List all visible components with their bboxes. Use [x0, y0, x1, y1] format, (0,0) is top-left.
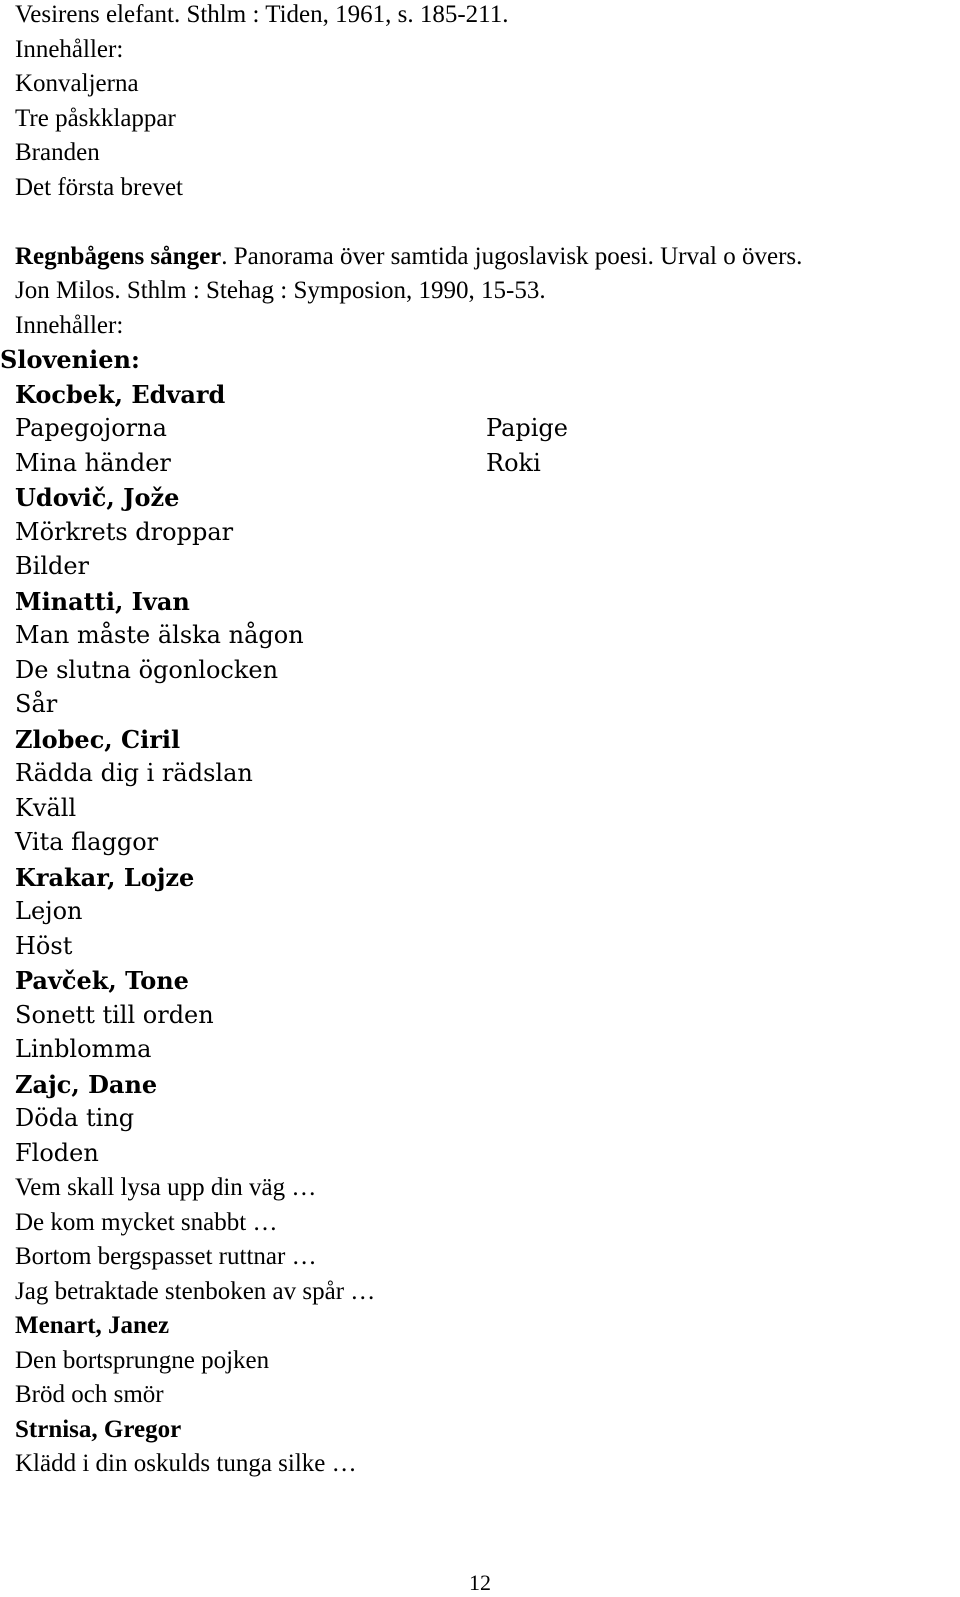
poem-title: Sår — [15, 690, 58, 718]
poet-name: Udovič, Jože — [15, 483, 180, 512]
poem-title: Rädda dig i rädslan — [15, 759, 253, 787]
poem-title: De kom mycket snabbt … — [15, 1209, 278, 1236]
poem-title: Kväll — [15, 794, 77, 822]
poem-title: Lejon — [15, 897, 83, 925]
poet-name: Strnisa, Gregor — [15, 1416, 182, 1443]
poem-title: Floden — [15, 1139, 99, 1167]
original-title: Papige — [486, 414, 568, 442]
original-title: Roki — [486, 449, 541, 477]
poet-name: Kocbek, Edvard — [15, 380, 226, 409]
poem-title: Vita flaggor — [15, 828, 159, 856]
poet-name: Krakar, Lojze — [15, 863, 195, 892]
contents-label: Innehåller: — [15, 36, 124, 63]
poem-title: Den bortsprungne pojken — [15, 1347, 270, 1374]
poet-name: Pavček, Tone — [15, 966, 189, 995]
page-number: 12 — [469, 1570, 491, 1595]
poem-title: De slutna ögonlocken — [15, 656, 279, 684]
citation-vesirens-elefant: Vesirens elefant. Sthlm : Tiden, 1961, s. 185-211. — [15, 1, 509, 28]
book-title: Regnbågens sånger — [15, 243, 222, 270]
contents-item: Tre påskklappar — [15, 105, 176, 132]
poem-title: Linblomma — [15, 1035, 152, 1063]
poem-title: Mina händer — [15, 449, 171, 477]
poem-title: Sonett till orden — [15, 1001, 214, 1029]
citation-regnbagens-sanger — [15, 239, 802, 274]
poem-title: Vem skall lysa upp din väg … — [15, 1174, 317, 1201]
book-title-rest: . Panorama över samtida jugoslavisk poesi. Urval o övers. — [221, 243, 803, 270]
poem-title: Man måste älska någon — [15, 621, 304, 649]
poem-title: Höst — [15, 932, 73, 960]
poem-title: Papegojorna — [15, 414, 167, 442]
poem-title: Bortom bergspasset ruttnar … — [15, 1243, 317, 1270]
poet-name: Zajc, Dane — [15, 1070, 158, 1099]
poem-title: Jag betraktade stenboken av spår … — [15, 1278, 376, 1305]
poet-name: Menart, Janez — [15, 1312, 170, 1339]
contents-item: Branden — [15, 139, 100, 166]
poem-title: Döda ting — [15, 1104, 135, 1132]
poet-name: Zlobec, Ciril — [15, 725, 181, 754]
poem-title: Bröd och smör — [15, 1381, 164, 1408]
poem-title: Klädd i din oskulds tunga silke … — [15, 1450, 357, 1477]
contents-label: Innehåller: — [15, 312, 124, 339]
citation-line-2: Jon Milos. Sthlm : Stehag : Symposion, 1990, 15-53. — [15, 277, 546, 304]
poet-name: Minatti, Ivan — [15, 587, 190, 616]
poem-title: Mörkrets droppar — [15, 518, 234, 546]
poem-title: Bilder — [15, 552, 90, 580]
contents-item: Det första brevet — [15, 174, 183, 201]
contents-item: Konvaljerna — [15, 70, 139, 97]
section-heading: Slovenien: — [0, 345, 140, 374]
